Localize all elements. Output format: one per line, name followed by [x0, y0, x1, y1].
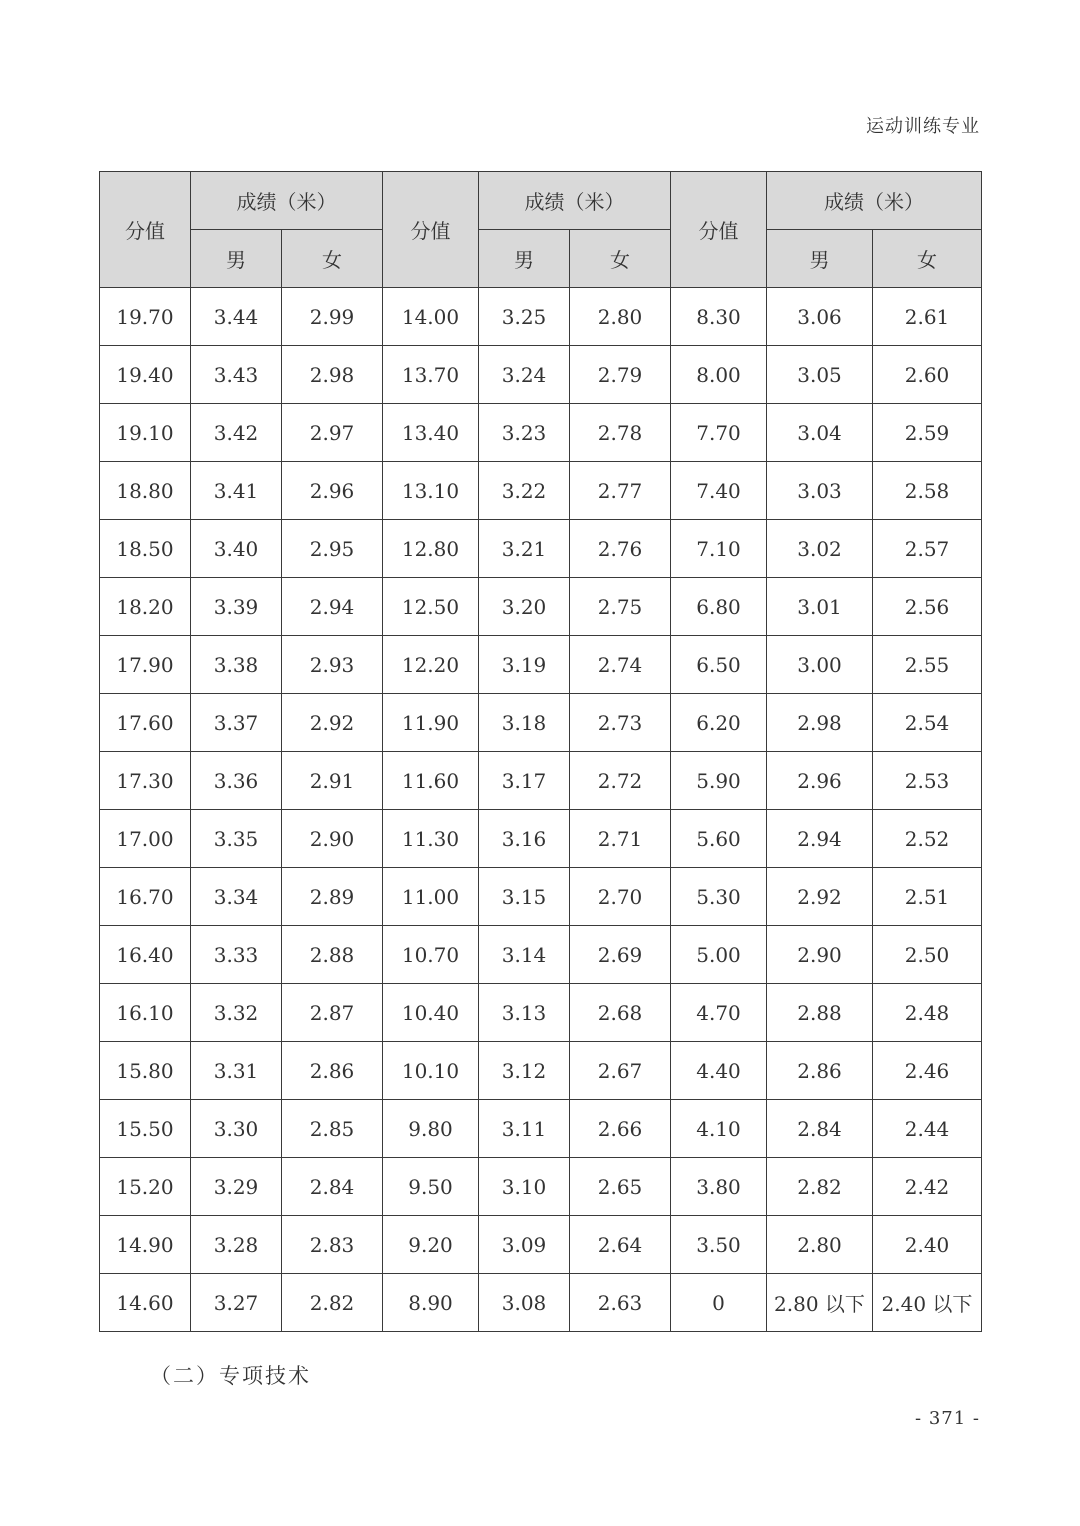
score-cell: 11.60: [383, 752, 479, 810]
female-result-cell: 2.98: [282, 346, 383, 404]
male-result-cell: 3.35: [191, 810, 282, 868]
male-result-cell: 3.03: [767, 462, 873, 520]
score-cell: 6.80: [671, 578, 767, 636]
table-row: [100, 636, 982, 694]
male-header: 男: [191, 230, 282, 288]
score-table: [99, 171, 982, 1332]
male-result-cell: 3.41: [191, 462, 282, 520]
female-result-cell: 2.78: [570, 404, 671, 462]
running-header: 运动训练专业: [866, 116, 980, 137]
score-cell: 5.90: [671, 752, 767, 810]
score-cell: 5.30: [671, 868, 767, 926]
table-row: [100, 404, 982, 462]
female-result-cell: 2.77: [570, 462, 671, 520]
score-cell: 19.40: [100, 346, 191, 404]
score-cell: 6.20: [671, 694, 767, 752]
male-result-cell: 3.36: [191, 752, 282, 810]
male-result-cell: 3.16: [479, 810, 570, 868]
male-result-cell: 3.17: [479, 752, 570, 810]
female-result-cell: 2.44: [873, 1100, 982, 1158]
female-result-cell: 2.74: [570, 636, 671, 694]
male-result-cell: 3.10: [479, 1158, 570, 1216]
table-row: [100, 1274, 982, 1332]
male-result-cell: 3.04: [767, 404, 873, 462]
female-result-cell: 2.88: [282, 926, 383, 984]
score-cell: 10.10: [383, 1042, 479, 1100]
score-cell: 11.90: [383, 694, 479, 752]
male-result-cell: 2.80: [767, 1216, 873, 1274]
female-result-cell: 2.55: [873, 636, 982, 694]
male-result-cell: 3.27: [191, 1274, 282, 1332]
table-body: [100, 288, 982, 1332]
male-result-cell: 3.39: [191, 578, 282, 636]
table-row: [100, 1216, 982, 1274]
table-row: [100, 926, 982, 984]
female-result-cell: 2.60: [873, 346, 982, 404]
male-result-cell: 2.90: [767, 926, 873, 984]
male-result-cell: 3.08: [479, 1274, 570, 1332]
score-cell: 9.80: [383, 1100, 479, 1158]
score-cell: 9.50: [383, 1158, 479, 1216]
score-cell: 4.70: [671, 984, 767, 1042]
male-result-cell: 2.94: [767, 810, 873, 868]
female-result-cell: 2.95: [282, 520, 383, 578]
male-result-cell: 2.86: [767, 1042, 873, 1100]
female-result-cell: 2.64: [570, 1216, 671, 1274]
score-cell: 12.80: [383, 520, 479, 578]
male-result-cell: 3.09: [479, 1216, 570, 1274]
female-result-cell: 2.83: [282, 1216, 383, 1274]
male-result-cell: 3.34: [191, 868, 282, 926]
score-cell: 3.50: [671, 1216, 767, 1274]
table-row: [100, 578, 982, 636]
female-result-cell: 2.48: [873, 984, 982, 1042]
score-cell: 13.10: [383, 462, 479, 520]
score-cell: 13.70: [383, 346, 479, 404]
male-result-cell: 3.11: [479, 1100, 570, 1158]
score-cell: 5.00: [671, 926, 767, 984]
female-result-cell: 2.46: [873, 1042, 982, 1100]
female-result-cell: 2.70: [570, 868, 671, 926]
male-result-cell: 3.24: [479, 346, 570, 404]
female-result-cell: 2.97: [282, 404, 383, 462]
female-result-cell: 2.90: [282, 810, 383, 868]
male-result-cell: 3.00: [767, 636, 873, 694]
score-cell: 18.50: [100, 520, 191, 578]
score-cell: 17.90: [100, 636, 191, 694]
table-row: [100, 752, 982, 810]
female-result-cell: 2.57: [873, 520, 982, 578]
female-result-cell: 2.40 以下: [873, 1274, 982, 1332]
female-result-cell: 2.42: [873, 1158, 982, 1216]
score-cell: 8.00: [671, 346, 767, 404]
female-header: 女: [570, 230, 671, 288]
score-header: 分值: [100, 172, 191, 288]
table-row: [100, 346, 982, 404]
male-result-cell: 3.25: [479, 288, 570, 346]
score-cell: 17.00: [100, 810, 191, 868]
female-result-cell: 2.80: [570, 288, 671, 346]
score-cell: 0: [671, 1274, 767, 1332]
female-result-cell: 2.53: [873, 752, 982, 810]
female-result-cell: 2.71: [570, 810, 671, 868]
female-result-cell: 2.67: [570, 1042, 671, 1100]
table-row: [100, 520, 982, 578]
score-cell: 19.10: [100, 404, 191, 462]
score-cell: 15.80: [100, 1042, 191, 1100]
table-row: [100, 984, 982, 1042]
female-result-cell: 2.63: [570, 1274, 671, 1332]
score-cell: 3.80: [671, 1158, 767, 1216]
female-result-cell: 2.85: [282, 1100, 383, 1158]
female-result-cell: 2.52: [873, 810, 982, 868]
male-result-cell: 3.40: [191, 520, 282, 578]
female-result-cell: 2.73: [570, 694, 671, 752]
score-cell: 17.30: [100, 752, 191, 810]
female-result-cell: 2.84: [282, 1158, 383, 1216]
section-heading: （二）专项技术: [150, 1364, 311, 1388]
female-result-cell: 2.66: [570, 1100, 671, 1158]
female-result-cell: 2.56: [873, 578, 982, 636]
score-cell: 12.20: [383, 636, 479, 694]
score-cell: 19.70: [100, 288, 191, 346]
female-result-cell: 2.76: [570, 520, 671, 578]
page-number: - 371 -: [915, 1408, 980, 1429]
score-cell: 14.00: [383, 288, 479, 346]
male-result-cell: 2.84: [767, 1100, 873, 1158]
score-cell: 5.60: [671, 810, 767, 868]
table-row: [100, 694, 982, 752]
female-result-cell: 2.72: [570, 752, 671, 810]
score-cell: 4.40: [671, 1042, 767, 1100]
female-result-cell: 2.68: [570, 984, 671, 1042]
male-result-cell: 3.02: [767, 520, 873, 578]
male-result-cell: 3.06: [767, 288, 873, 346]
male-result-cell: 3.19: [479, 636, 570, 694]
score-cell: 16.70: [100, 868, 191, 926]
male-result-cell: 3.43: [191, 346, 282, 404]
male-result-cell: 2.92: [767, 868, 873, 926]
male-result-cell: 3.29: [191, 1158, 282, 1216]
male-result-cell: 3.38: [191, 636, 282, 694]
female-result-cell: 2.82: [282, 1274, 383, 1332]
female-result-cell: 2.61: [873, 288, 982, 346]
score-cell: 7.10: [671, 520, 767, 578]
male-result-cell: 3.18: [479, 694, 570, 752]
female-result-cell: 2.92: [282, 694, 383, 752]
female-result-cell: 2.89: [282, 868, 383, 926]
female-result-cell: 2.99: [282, 288, 383, 346]
result-header: 成绩（米）: [191, 172, 383, 230]
female-result-cell: 2.69: [570, 926, 671, 984]
male-result-cell: 3.23: [479, 404, 570, 462]
male-result-cell: 2.96: [767, 752, 873, 810]
score-cell: 8.30: [671, 288, 767, 346]
score-cell: 4.10: [671, 1100, 767, 1158]
score-cell: 7.40: [671, 462, 767, 520]
female-result-cell: 2.94: [282, 578, 383, 636]
female-result-cell: 2.65: [570, 1158, 671, 1216]
male-header: 男: [479, 230, 570, 288]
male-result-cell: 3.14: [479, 926, 570, 984]
score-cell: 11.30: [383, 810, 479, 868]
male-result-cell: 3.33: [191, 926, 282, 984]
male-result-cell: 3.15: [479, 868, 570, 926]
female-result-cell: 2.54: [873, 694, 982, 752]
table-row: [100, 1158, 982, 1216]
table-row: [100, 1100, 982, 1158]
female-result-cell: 2.50: [873, 926, 982, 984]
male-result-cell: 3.01: [767, 578, 873, 636]
female-result-cell: 2.51: [873, 868, 982, 926]
male-result-cell: 3.28: [191, 1216, 282, 1274]
score-cell: 18.80: [100, 462, 191, 520]
male-result-cell: 3.13: [479, 984, 570, 1042]
score-cell: 7.70: [671, 404, 767, 462]
score-cell: 12.50: [383, 578, 479, 636]
score-cell: 18.20: [100, 578, 191, 636]
male-result-cell: 3.42: [191, 404, 282, 462]
score-cell: 8.90: [383, 1274, 479, 1332]
male-result-cell: 2.98: [767, 694, 873, 752]
female-header: 女: [282, 230, 383, 288]
score-cell: 14.60: [100, 1274, 191, 1332]
female-result-cell: 2.58: [873, 462, 982, 520]
male-result-cell: 2.88: [767, 984, 873, 1042]
male-result-cell: 3.21: [479, 520, 570, 578]
female-header: 女: [873, 230, 982, 288]
male-result-cell: 3.22: [479, 462, 570, 520]
table-row: [100, 810, 982, 868]
result-header: 成绩（米）: [767, 172, 982, 230]
male-result-cell: 3.31: [191, 1042, 282, 1100]
female-result-cell: 2.79: [570, 346, 671, 404]
male-result-cell: 2.80 以下: [767, 1274, 873, 1332]
score-cell: 11.00: [383, 868, 479, 926]
female-result-cell: 2.40: [873, 1216, 982, 1274]
male-result-cell: 3.20: [479, 578, 570, 636]
male-result-cell: 3.30: [191, 1100, 282, 1158]
female-result-cell: 2.75: [570, 578, 671, 636]
result-header: 成绩（米）: [479, 172, 671, 230]
female-result-cell: 2.87: [282, 984, 383, 1042]
male-result-cell: 3.12: [479, 1042, 570, 1100]
male-result-cell: 3.44: [191, 288, 282, 346]
score-cell: 13.40: [383, 404, 479, 462]
score-cell: 6.50: [671, 636, 767, 694]
male-result-cell: 3.37: [191, 694, 282, 752]
male-result-cell: 2.82: [767, 1158, 873, 1216]
score-cell: 14.90: [100, 1216, 191, 1274]
table-row: [100, 868, 982, 926]
male-header: 男: [767, 230, 873, 288]
score-cell: 15.20: [100, 1158, 191, 1216]
female-result-cell: 2.91: [282, 752, 383, 810]
table-row: [100, 462, 982, 520]
score-cell: 17.60: [100, 694, 191, 752]
male-result-cell: 3.32: [191, 984, 282, 1042]
score-cell: 10.70: [383, 926, 479, 984]
female-result-cell: 2.93: [282, 636, 383, 694]
score-cell: 16.10: [100, 984, 191, 1042]
female-result-cell: 2.86: [282, 1042, 383, 1100]
score-header: 分值: [671, 172, 767, 288]
table-row: [100, 1042, 982, 1100]
table-header: [100, 172, 982, 288]
score-cell: 10.40: [383, 984, 479, 1042]
female-result-cell: 2.96: [282, 462, 383, 520]
table-row: [100, 288, 982, 346]
score-cell: 15.50: [100, 1100, 191, 1158]
male-result-cell: 3.05: [767, 346, 873, 404]
score-cell: 16.40: [100, 926, 191, 984]
score-header: 分值: [383, 172, 479, 288]
female-result-cell: 2.59: [873, 404, 982, 462]
score-cell: 9.20: [383, 1216, 479, 1274]
